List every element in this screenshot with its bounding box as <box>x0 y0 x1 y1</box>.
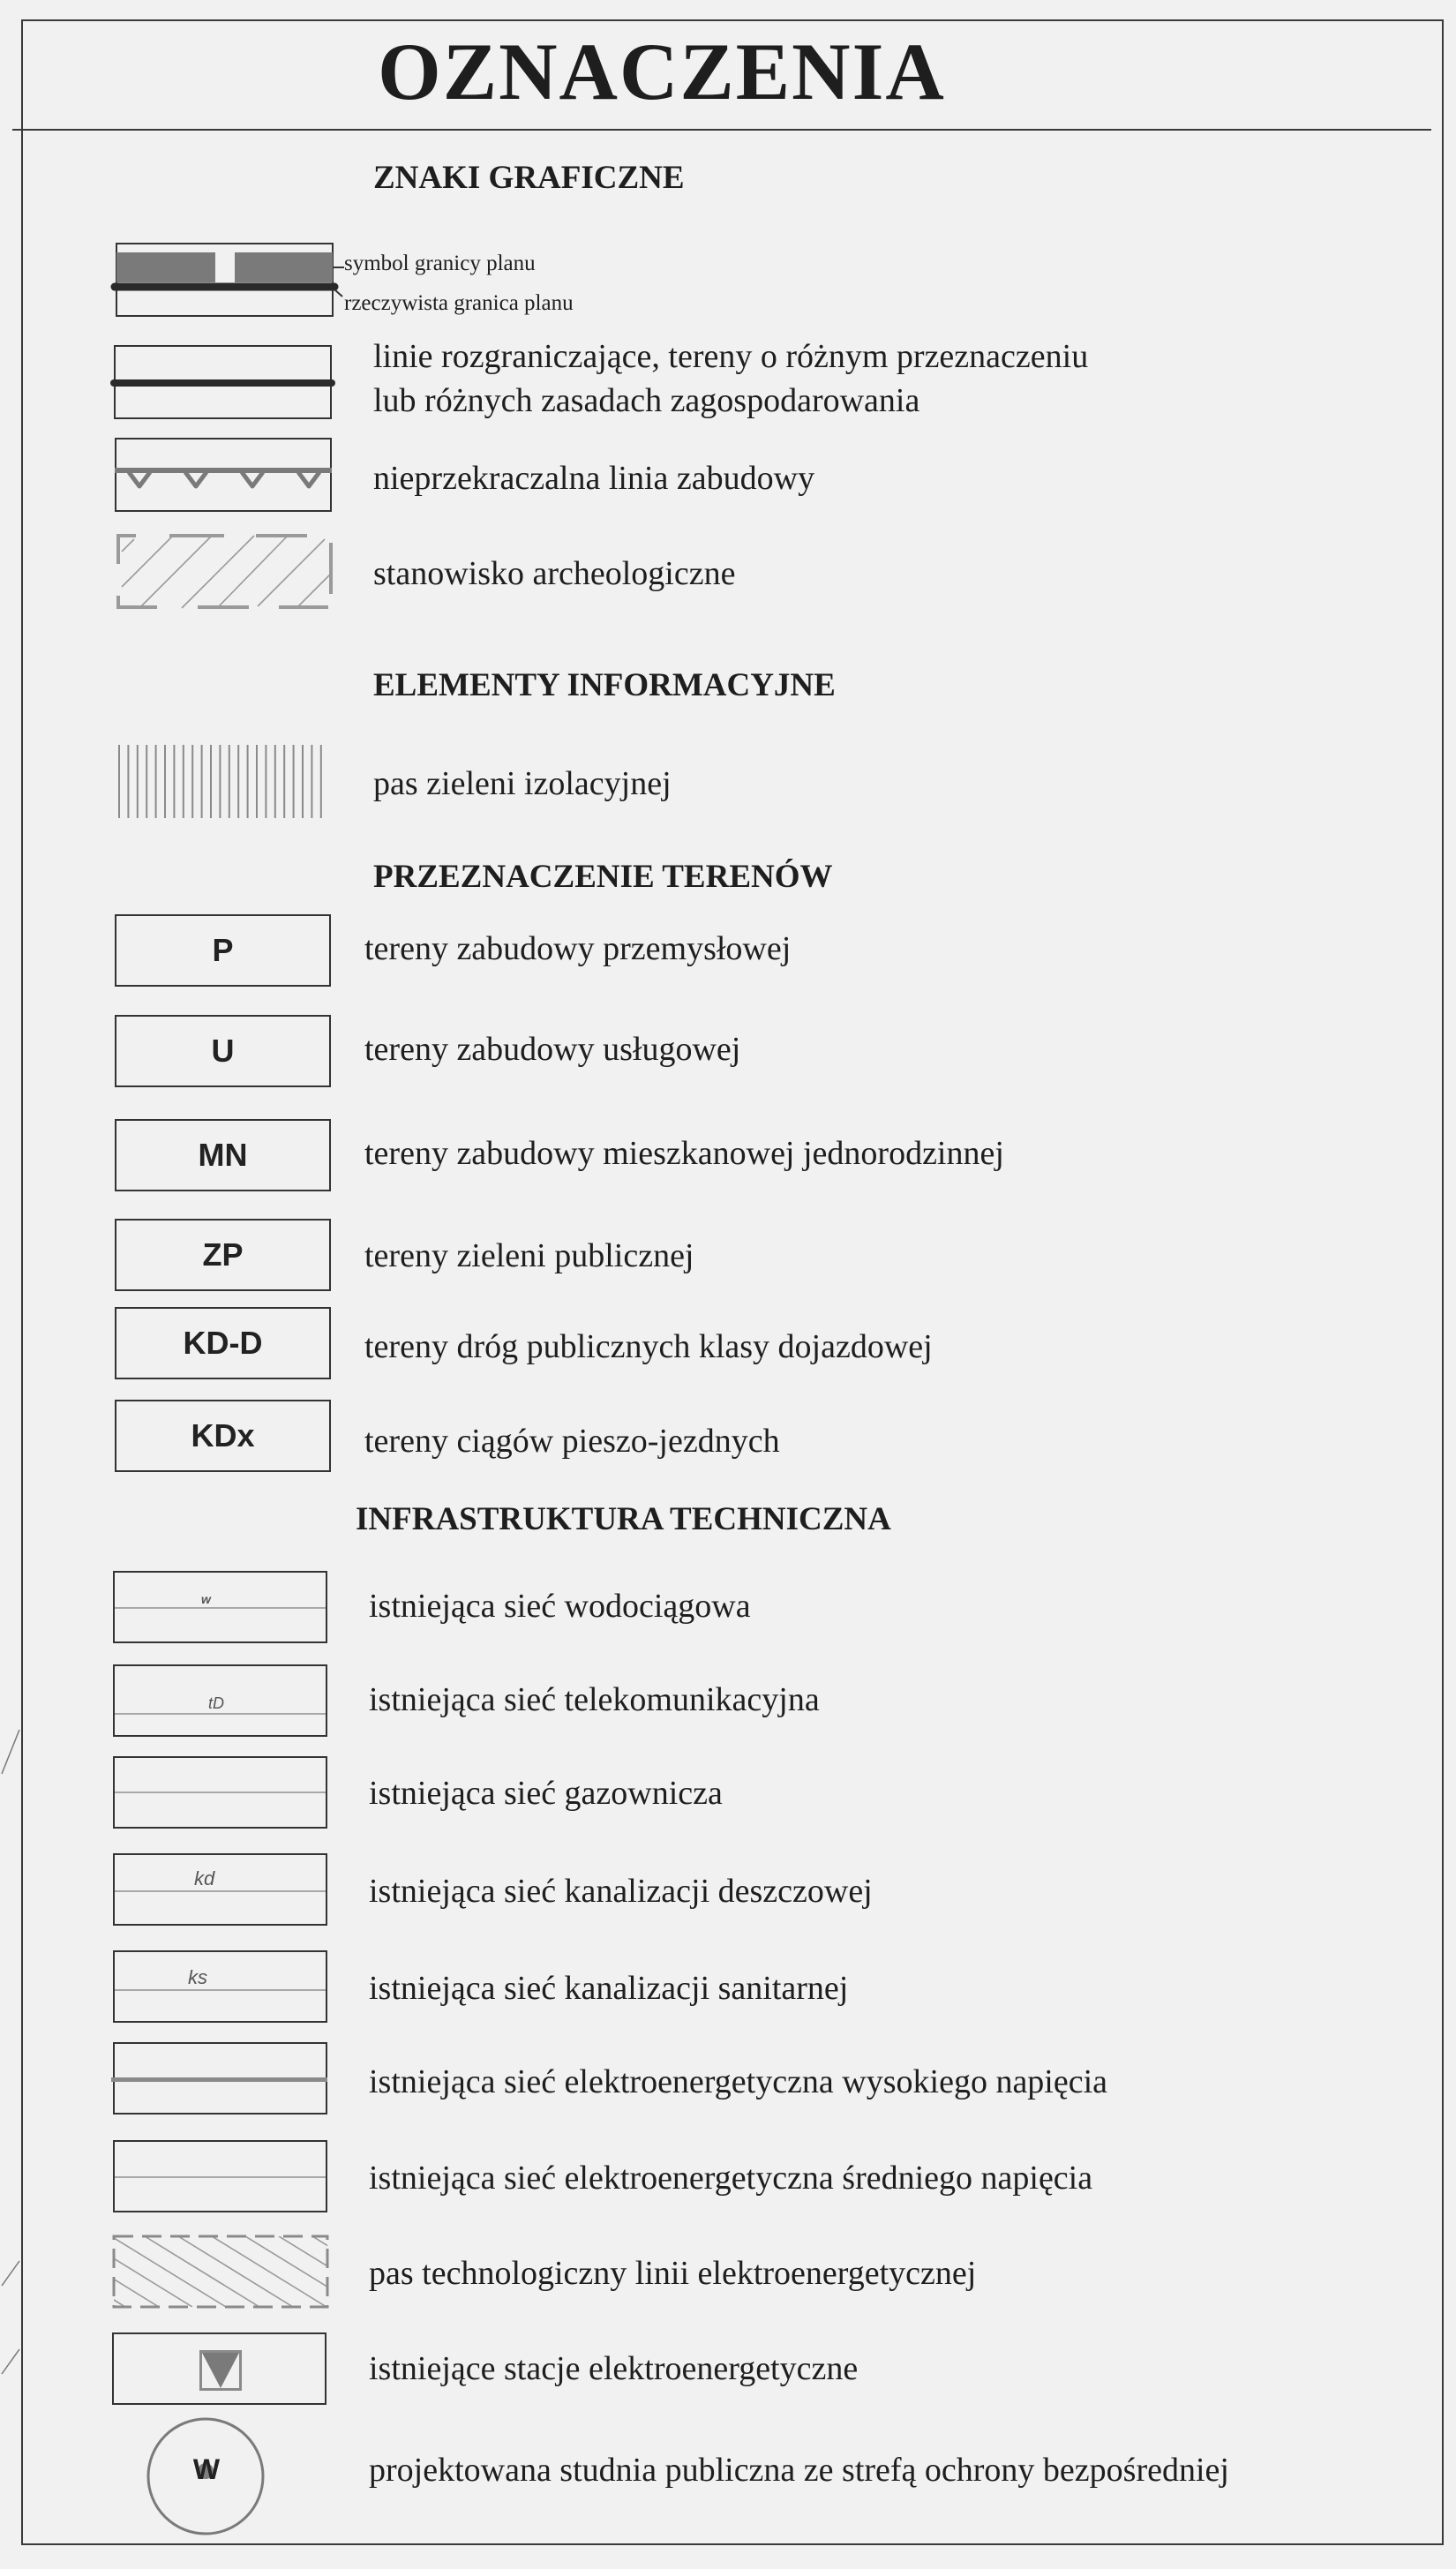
infra-label: istniejąca sieć kanalizacji sanitarnej <box>369 1970 849 2007</box>
land-use-label: tereny zabudowy mieszkanowej jednorodzinnej <box>364 1135 1004 1172</box>
land-use-label: tereny zabudowy usługowej <box>364 1031 741 1068</box>
infra-label: istniejące stacje elektroenergetyczne <box>369 2350 859 2387</box>
land-use-code-box <box>115 1119 331 1191</box>
section-heading-infrastructure: INFRASTRUKTURA TECHNICZNA <box>356 1501 891 1537</box>
section-heading-info: ELEMENTY INFORMACYJNE <box>373 667 836 703</box>
land-use-code-box <box>115 1015 331 1087</box>
infra-label: istniejąca sieć wodociągowa <box>369 1588 751 1625</box>
storm-sewer-line-icon <box>113 1853 327 1926</box>
gas-line-icon <box>113 1756 327 1829</box>
telecom-line-icon <box>113 1664 327 1737</box>
land-use-label: tereny dróg publicznych klasy dojazdowej <box>364 1328 933 1365</box>
strip-hatch-line <box>178 2236 293 2307</box>
page-title: OZNACZENIA <box>378 26 946 116</box>
building-line-icon <box>113 437 339 516</box>
plan-boundary-actual-label: rzeczywista granica planu <box>344 291 574 315</box>
archaeological-site-label: stanowisko archeologiczne <box>373 555 736 592</box>
infra-label: pas technologiczny linii elektroenergetycznej <box>369 2255 977 2292</box>
land-use-code-box <box>115 914 331 987</box>
water-line-icon <box>113 1571 327 1643</box>
section-heading-land-use: PRZEZNACZENIE TERENÓW <box>373 859 833 895</box>
high-voltage-line-icon <box>113 2042 327 2115</box>
medium-voltage-line-icon <box>113 2140 327 2212</box>
title-divider <box>12 129 1431 131</box>
scan-mark <box>0 2259 21 2295</box>
demarcation-line-label-1: linie rozgraniczające, tereny o różnym przeznaczeniu <box>373 338 1089 375</box>
power-station-box <box>112 2332 326 2405</box>
sanitary-sewer-line-tag: ks <box>188 1966 207 1988</box>
infra-label: projektowana studnia publiczna ze strefą ochrony bezpośredniej <box>369 2452 1229 2489</box>
water-line-tag: w <box>201 1592 211 1606</box>
infra-label: istniejąca sieć elektroenergetyczna średniego napięcia <box>369 2160 1093 2197</box>
plan-boundary-icon <box>113 242 342 321</box>
infra-label: istniejąca sieć kanalizacji deszczowej <box>369 1873 873 1910</box>
telecom-line-tag: tD <box>208 1694 224 1712</box>
sanitary-sewer-line-icon <box>113 1950 327 2023</box>
archaeological-site-icon <box>115 532 335 612</box>
section-heading-graphic: ZNAKI GRAFICZNE <box>373 160 685 196</box>
scan-mark <box>0 1730 21 1783</box>
land-use-label: tereny zabudowy przemysłowej <box>364 930 792 967</box>
strip-hatch-line <box>212 2236 326 2307</box>
strip-hatch-line <box>111 2236 226 2307</box>
land-use-code: U <box>211 1033 235 1069</box>
power-station-icon <box>199 2350 244 2392</box>
infra-label: istniejąca sieć telekomunikacyjna <box>369 1681 820 1718</box>
power-line-strip-icon <box>111 2234 330 2310</box>
land-use-code-box <box>115 1400 331 1472</box>
infra-label: istniejąca sieć gazownicza <box>369 1775 723 1812</box>
green-belt-icon <box>117 743 326 821</box>
building-line-label: nieprzekraczalna linia zabudowy <box>373 460 815 497</box>
land-use-code: ZP <box>202 1236 244 1273</box>
land-use-label: tereny ciągów pieszo-jezdnych <box>364 1423 780 1460</box>
strip-hatch-line <box>145 2236 259 2307</box>
demarcation-line-icon <box>111 344 337 424</box>
plan-boundary-symbol-label: symbol granicy planu <box>344 252 536 275</box>
land-use-code: P <box>212 932 234 968</box>
storm-sewer-line-tag: kd <box>194 1867 215 1889</box>
land-use-code: MN <box>198 1137 248 1173</box>
land-use-code: KD-D <box>183 1325 263 1361</box>
land-use-code-box <box>115 1307 331 1379</box>
public-well-tag: W <box>192 2453 221 2485</box>
land-use-code: KDx <box>191 1417 255 1454</box>
land-use-code-box <box>115 1219 331 1291</box>
land-use-label: tereny zieleni publicznej <box>364 1237 694 1274</box>
demarcation-line-label-2: lub różnych zasadach zagospodarowania <box>373 382 920 419</box>
scan-mark <box>0 2347 21 2383</box>
infra-label: istniejąca sieć elektroenergetyczna wysokiego napięcia <box>369 2063 1108 2100</box>
green-belt-label: pas zieleni izolacyjnej <box>373 765 672 802</box>
